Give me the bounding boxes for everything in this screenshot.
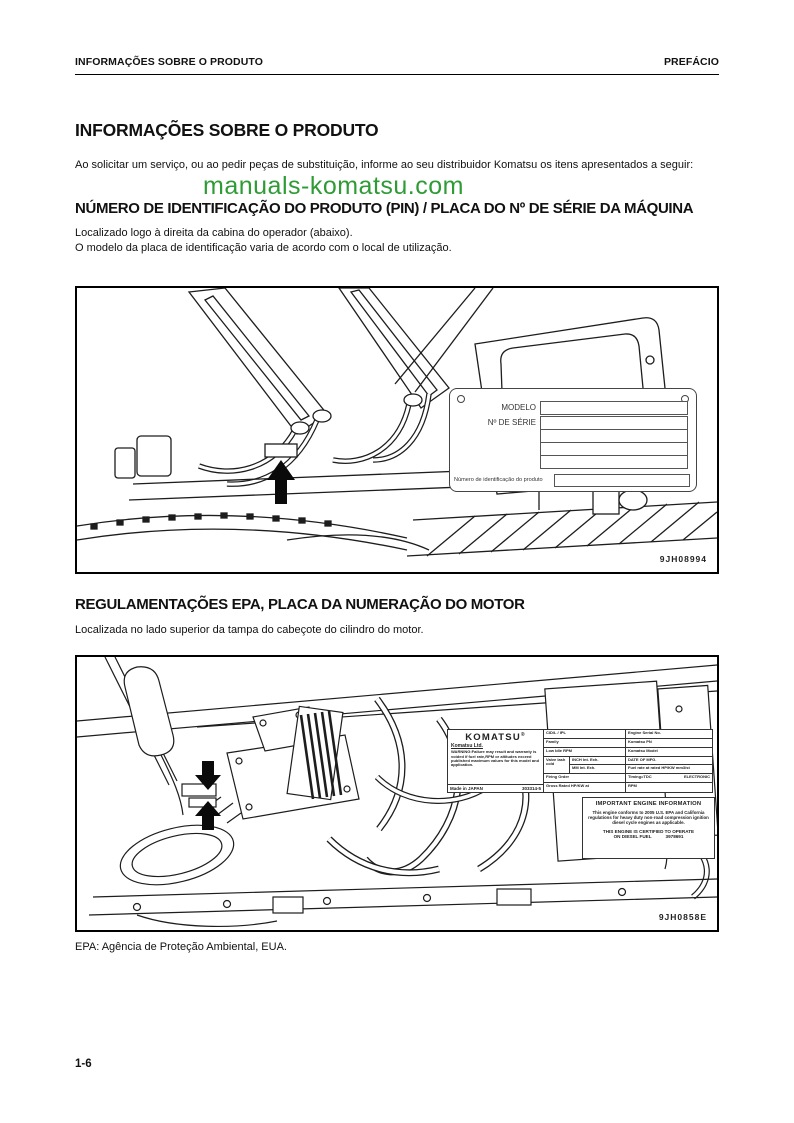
plate-row: Engine Serial No. (626, 730, 712, 739)
made-in-row (448, 784, 543, 792)
made-in-label: Made in JAPAN (450, 786, 483, 791)
figure-pin-plate (75, 286, 719, 574)
watermark-text: manuals-komatsu.com (203, 172, 464, 200)
header-chapter-title: PREFÁCIO (663, 56, 719, 68)
pin-section-heading: NÚMERO DE IDENTIFICAÇÃO DO PRODUTO (PIN) / PLACA DO Nº DE SÉRIE DA MÁQUINA (75, 200, 694, 217)
plate-row: Family (544, 739, 625, 748)
epa-section-heading: REGULAMENTAÇÕES EPA, PLACA DA NUMERAÇÃO DO MOTOR (75, 596, 525, 613)
serial-number-plate (449, 388, 697, 492)
plate-row: Komatsu PN (626, 739, 712, 748)
company-name: Komatsu Ltd. (451, 743, 483, 750)
valve-inch-row: INCH Int. Exh. (570, 757, 625, 766)
figure-epa-plate (75, 655, 719, 932)
serial-label: Nº DE SÉRIE (487, 418, 536, 427)
page-title: INFORMAÇÕES SOBRE O PRODUTO (75, 120, 379, 140)
serial-field-row3 (540, 442, 688, 456)
pin-line2: O modelo da placa de identificação varia de acordo com o local de utilização. (75, 242, 452, 254)
location-arrow-icon (267, 460, 295, 504)
figure-code: 9JH0858E (658, 912, 707, 922)
figure-code: 9JH08994 (659, 554, 707, 564)
intro-paragraph: Ao solicitar um serviço, ou ao pedir peças de substituição, informe ao seu distribuidor Komatsu os itens apresentados a seguir: (75, 159, 694, 171)
valve-lash-label: Valve lash cold (544, 757, 570, 774)
serial-field (540, 416, 688, 430)
plate-row: Low Idle RPM (544, 748, 625, 757)
important-body: This engine conforms to 2005 U.S. EPA and California regulations for heavy duty non-road compression ignition diesel cycle engines as applicable. (588, 810, 709, 826)
plate-row: Gross Rated HP/KW at (546, 783, 589, 789)
running-header (75, 56, 719, 75)
plate-row: RPM (628, 783, 637, 789)
plate-right-column (626, 730, 712, 792)
engine-data-plate (447, 729, 713, 793)
plate-valve-row (544, 757, 625, 775)
important-title: IMPORTANT ENGINE INFORMATION (595, 801, 702, 807)
pin-label: Número de identificação do produto (454, 477, 543, 483)
engine-illustration (77, 657, 717, 930)
model-field (540, 401, 688, 415)
screw-icon (457, 395, 465, 403)
plate-row: DATE OF MFG. (626, 757, 712, 766)
pin-line1: Localizado logo à direita da cabina do operador (abaixo). (75, 227, 353, 239)
page-number: 1-6 (75, 1058, 92, 1070)
epa-line1: Localizada no lado superior da tampa do cabeçote do cilindro do motor. (75, 624, 424, 636)
serial-field-row4 (540, 455, 688, 469)
pin-field (554, 474, 690, 487)
header-section-title: INFORMAÇÕES SOBRE O PRODUTO (75, 56, 264, 68)
certified-line1: THIS ENGINE IS CERTIFIED TO OPERATE (602, 828, 695, 834)
plate-row: CID/L / IPL (544, 730, 625, 739)
valve-mm-row: MM Int. Exh. (572, 765, 596, 771)
certificate-number: 3978691 (665, 833, 684, 839)
plate-mid-column (544, 730, 626, 792)
model-label: MODELO (501, 403, 536, 412)
plate-timing-row: Timing=TDC ELECTRONIC (626, 774, 712, 783)
plate-brand-cell (448, 730, 544, 792)
certified-line2: ON DIESEL FUEL 3978691 (613, 833, 684, 839)
important-engine-info-label (582, 797, 715, 859)
komatsu-logo: KOMATSU® (465, 732, 526, 744)
epa-footnote: EPA: Agência de Proteção Ambiental, EUA. (75, 941, 287, 953)
plate-row: Komatsu Model (626, 748, 712, 757)
plate-ref-no: 303314-5 (521, 786, 541, 791)
serial-field-row2 (540, 429, 688, 443)
plate-warning-text: WARNING:Failure may result and warranty is voided if fuel rate,RPM or altitudes exceed published maximum values for this model and application. (451, 749, 540, 768)
plate-row: Firing Order (544, 774, 625, 783)
plate-row: Fuel rate at rated HP/KW mm3/st (626, 765, 712, 774)
